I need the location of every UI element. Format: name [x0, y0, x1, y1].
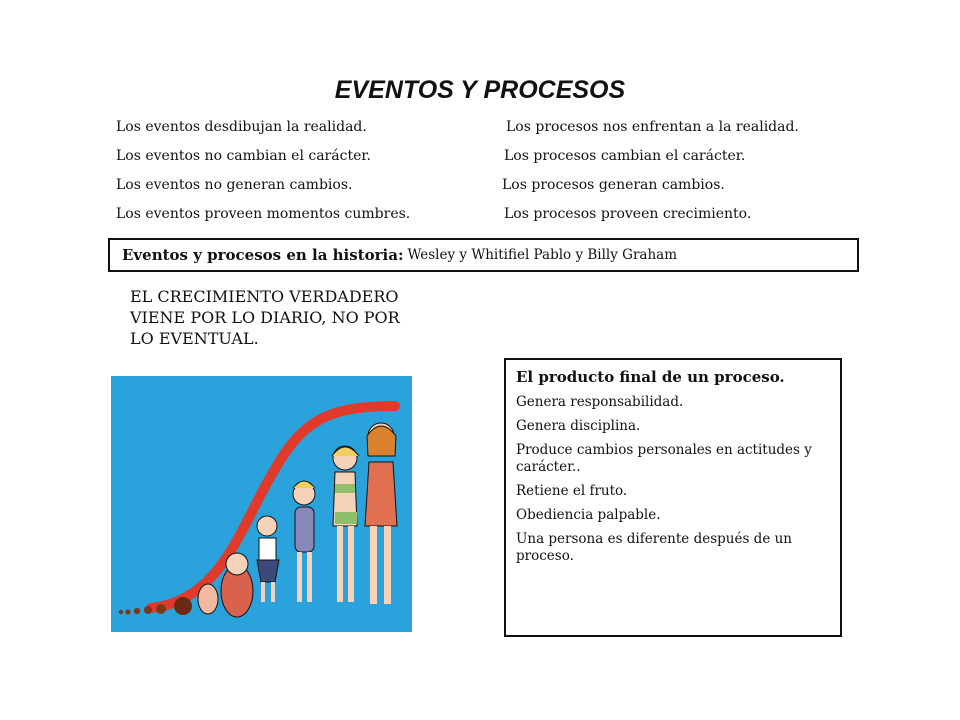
final-product-title: El producto final de un proceso.	[516, 368, 785, 386]
process-line-2: Los procesos cambian el carácter.	[504, 148, 746, 164]
growth-illustration-drawing	[111, 376, 412, 632]
process-line-3: Los procesos generan cambios.	[502, 177, 725, 193]
final-product-item: Una persona es diferente después de un proceso.	[516, 531, 792, 564]
page-title: EVENTOS Y PROCESOS	[334, 76, 626, 104]
history-label: Eventos y procesos en la historia:	[122, 246, 404, 264]
final-product-item: Retiene el fruto.	[516, 483, 628, 499]
event-line-3: Los eventos no generan cambios.	[116, 177, 353, 193]
history-text: Wesley y Whitifiel Pablo y Billy Graham	[407, 247, 677, 263]
event-line-1: Los eventos desdibujan la realidad.	[116, 119, 367, 135]
growth-illustration	[111, 376, 412, 632]
final-product-box	[504, 358, 842, 637]
final-product-item: Obediencia palpable.	[516, 507, 661, 523]
process-line-4: Los procesos proveen crecimiento.	[504, 206, 752, 222]
final-product-item: Genera responsabilidad.	[516, 394, 684, 410]
event-line-4: Los eventos proveen momentos cumbres.	[116, 206, 411, 222]
growth-statement: EL CRECIMIENTO VERDADERO VIENE POR LO DIARIO, NO POR LO EVENTUAL.	[130, 287, 400, 348]
final-product-item: Genera disciplina.	[516, 418, 641, 434]
final-product-item: Produce cambios personales en actitudes y carácter..	[516, 442, 812, 475]
process-line-1: Los procesos nos enfrentan a la realidad.	[506, 119, 799, 135]
event-line-2: Los eventos no cambian el carácter.	[116, 148, 371, 164]
history-box	[108, 238, 859, 272]
